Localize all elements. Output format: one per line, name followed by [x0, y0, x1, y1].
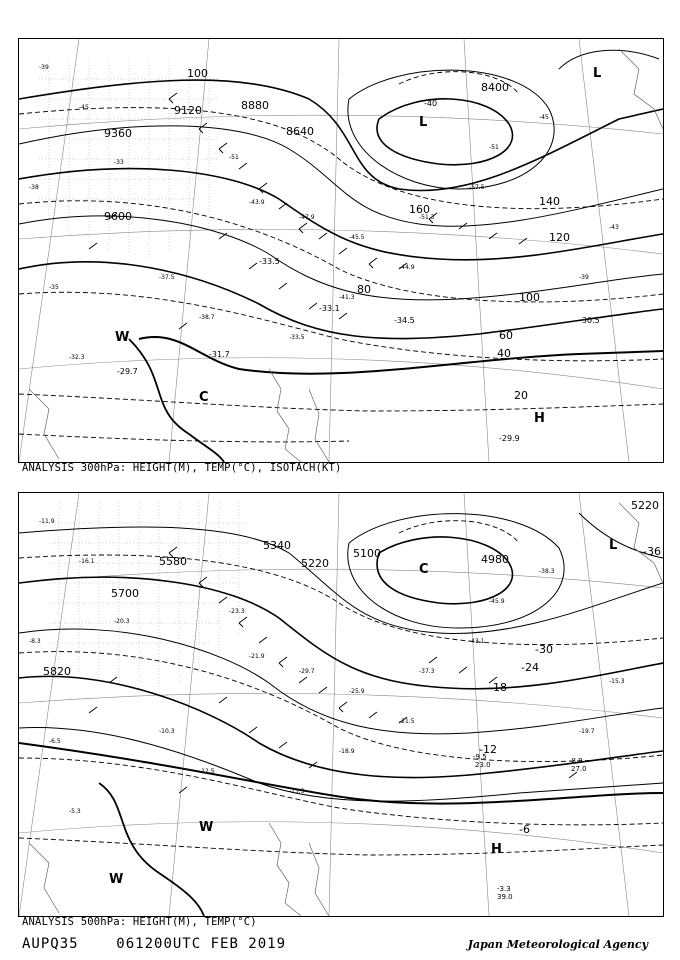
svg-text:-29.7: -29.7 — [299, 668, 315, 675]
svg-text:-44.9: -44.9 — [399, 264, 415, 271]
svg-text:-47.9: -47.9 — [299, 214, 315, 221]
svg-text:-37.5: -37.5 — [159, 274, 175, 281]
height-label-group — [43, 499, 659, 678]
svg-text:-23.3: -23.3 — [229, 608, 245, 615]
svg-text:-21.5: -21.5 — [399, 718, 415, 725]
svg-text:-51.3: -51.3 — [419, 214, 435, 221]
height-label: 5100 — [353, 547, 381, 560]
svg-text:-38.7: -38.7 — [199, 314, 215, 321]
svg-text:-45.9: -45.9 — [489, 598, 505, 605]
height-label: 5580 — [159, 555, 187, 568]
temperature-label: -24 — [521, 661, 539, 674]
hatched-region — [39, 59, 219, 259]
station-label: 27.0 — [571, 765, 587, 773]
temperature-label: -29.9 — [499, 434, 520, 443]
height-label: 9360 — [104, 127, 132, 140]
pressure-system-marker: W — [109, 872, 124, 887]
pressure-system-marker: H — [491, 842, 502, 857]
svg-text:-35: -35 — [49, 284, 59, 291]
station-label: 23.0 — [475, 761, 491, 769]
station-label: -8.9 — [569, 757, 583, 765]
temperature-label: -29.7 — [117, 367, 138, 376]
coastlines — [29, 49, 663, 462]
temperature-label: -31.7 — [209, 350, 230, 359]
pressure-system-marker: H — [534, 411, 545, 426]
height-label: 8640 — [286, 125, 314, 138]
temperature-label: -34.5 — [394, 316, 415, 325]
isotach-label: 120 — [549, 231, 570, 244]
svg-text:-33.5: -33.5 — [289, 334, 305, 341]
valid-datetime: 061200UTC FEB 2019 — [116, 936, 287, 952]
isotach-label: 60 — [499, 329, 513, 342]
svg-text:-11.9: -11.9 — [39, 518, 55, 525]
svg-text:-39: -39 — [39, 64, 49, 71]
svg-text:-16.1: -16.1 — [79, 558, 95, 565]
svg-text:-39: -39 — [579, 274, 589, 281]
isotach-label: 140 — [539, 195, 560, 208]
caption-300hpa: ANALYSIS 300hPa: HEIGHT(M), TEMP(°C), ISOTACH(KT) — [22, 462, 342, 474]
svg-text:-15.3: -15.3 — [609, 678, 625, 685]
isotach-label: 80 — [357, 283, 371, 296]
svg-text:-33: -33 — [114, 159, 124, 166]
svg-text:-38: -38 — [29, 184, 39, 191]
svg-text:-45.5: -45.5 — [349, 234, 365, 241]
station-label: -3.3 — [497, 885, 511, 893]
temperature-label: -12 — [479, 743, 497, 756]
pressure-system-marker: L — [419, 115, 428, 130]
svg-text:-37.3: -37.3 — [419, 668, 435, 675]
height-label: 5820 — [43, 665, 71, 678]
svg-text:-5.3: -5.3 — [69, 808, 81, 815]
svg-text:-6.5: -6.5 — [49, 738, 61, 745]
isotach-label: 100 — [519, 291, 540, 304]
height-label-group — [104, 67, 509, 223]
isotach-label: 160 — [409, 203, 430, 216]
temperature-label: -30.5 — [579, 316, 600, 325]
svg-text:-43.1: -43.1 — [469, 638, 485, 645]
height-label: 5340 — [263, 539, 291, 552]
svg-text:-45: -45 — [79, 104, 89, 111]
agency-name: Japan Meteorological Agency — [467, 938, 648, 951]
pressure-system-marker: W — [115, 330, 130, 345]
height-label: 5220 — [301, 557, 329, 570]
svg-text:-57.5: -57.5 — [469, 184, 485, 191]
svg-text:-43: -43 — [609, 224, 619, 231]
svg-text:-10.3: -10.3 — [159, 728, 175, 735]
station-label: 39.0 — [497, 893, 513, 901]
svg-text:-51: -51 — [489, 144, 499, 151]
svg-text:-45: -45 — [539, 114, 549, 121]
pressure-system-group — [109, 538, 617, 887]
svg-text:-12.5: -12.5 — [199, 768, 215, 775]
height-label: 8880 — [241, 99, 269, 112]
map-panel-500hpa — [18, 492, 664, 917]
height-label: 5700 — [111, 587, 139, 600]
svg-text:-43.9: -43.9 — [249, 199, 265, 206]
svg-text:-13.3: -13.3 — [289, 788, 305, 795]
isotach-label: 20 — [514, 389, 528, 402]
map-panel-300hpa — [18, 38, 664, 463]
height-label: 100 — [187, 67, 208, 80]
svg-text:-8.3: -8.3 — [29, 638, 41, 645]
height-label: 8400 — [481, 81, 509, 94]
temperature-label: -18 — [489, 681, 507, 694]
svg-text:-20.3: -20.3 — [114, 618, 130, 625]
product-code: AUPQ35 — [22, 936, 79, 952]
temperature-label: -33.1 — [319, 304, 340, 313]
height-contours — [19, 513, 663, 916]
svg-text:-38.3: -38.3 — [539, 568, 555, 575]
pressure-system-marker: C — [419, 562, 429, 577]
pressure-system-marker: C — [199, 390, 209, 405]
station-label: -9.5 — [473, 753, 487, 761]
graticule — [19, 493, 663, 916]
coastlines — [29, 503, 663, 916]
height-label: 4980 — [481, 553, 509, 566]
temperature-label: -36 — [643, 545, 661, 558]
svg-text:-32.3: -32.3 — [69, 354, 85, 361]
pressure-system-marker: L — [593, 66, 602, 81]
height-label: 5220 — [631, 499, 659, 512]
pressure-system-marker: L — [609, 538, 618, 553]
chart-identifier — [22, 936, 286, 952]
svg-text:-21.9: -21.9 — [249, 653, 265, 660]
temperature-label: -6 — [519, 823, 530, 836]
height-contours — [19, 50, 663, 462]
pressure-system-marker: W — [199, 820, 214, 835]
temperature-label: -30 — [535, 643, 553, 656]
svg-text:-19.7: -19.7 — [579, 728, 595, 735]
svg-text:-41.3: -41.3 — [339, 294, 355, 301]
temperature-label: -33.5 — [259, 257, 280, 266]
svg-text:-18.9: -18.9 — [339, 748, 355, 755]
svg-text:-51: -51 — [229, 154, 239, 161]
temperature-label: -40 — [424, 99, 438, 108]
svg-text:-25.9: -25.9 — [349, 688, 365, 695]
map-300hpa-canvas — [19, 39, 663, 462]
map-500hpa-canvas — [19, 493, 663, 916]
caption-500hpa: ANALYSIS 500hPa: HEIGHT(M), TEMP(°C) — [22, 916, 257, 928]
height-label: 9120 — [174, 104, 202, 117]
height-label: 9600 — [104, 210, 132, 223]
isotach-label: 40 — [497, 347, 511, 360]
